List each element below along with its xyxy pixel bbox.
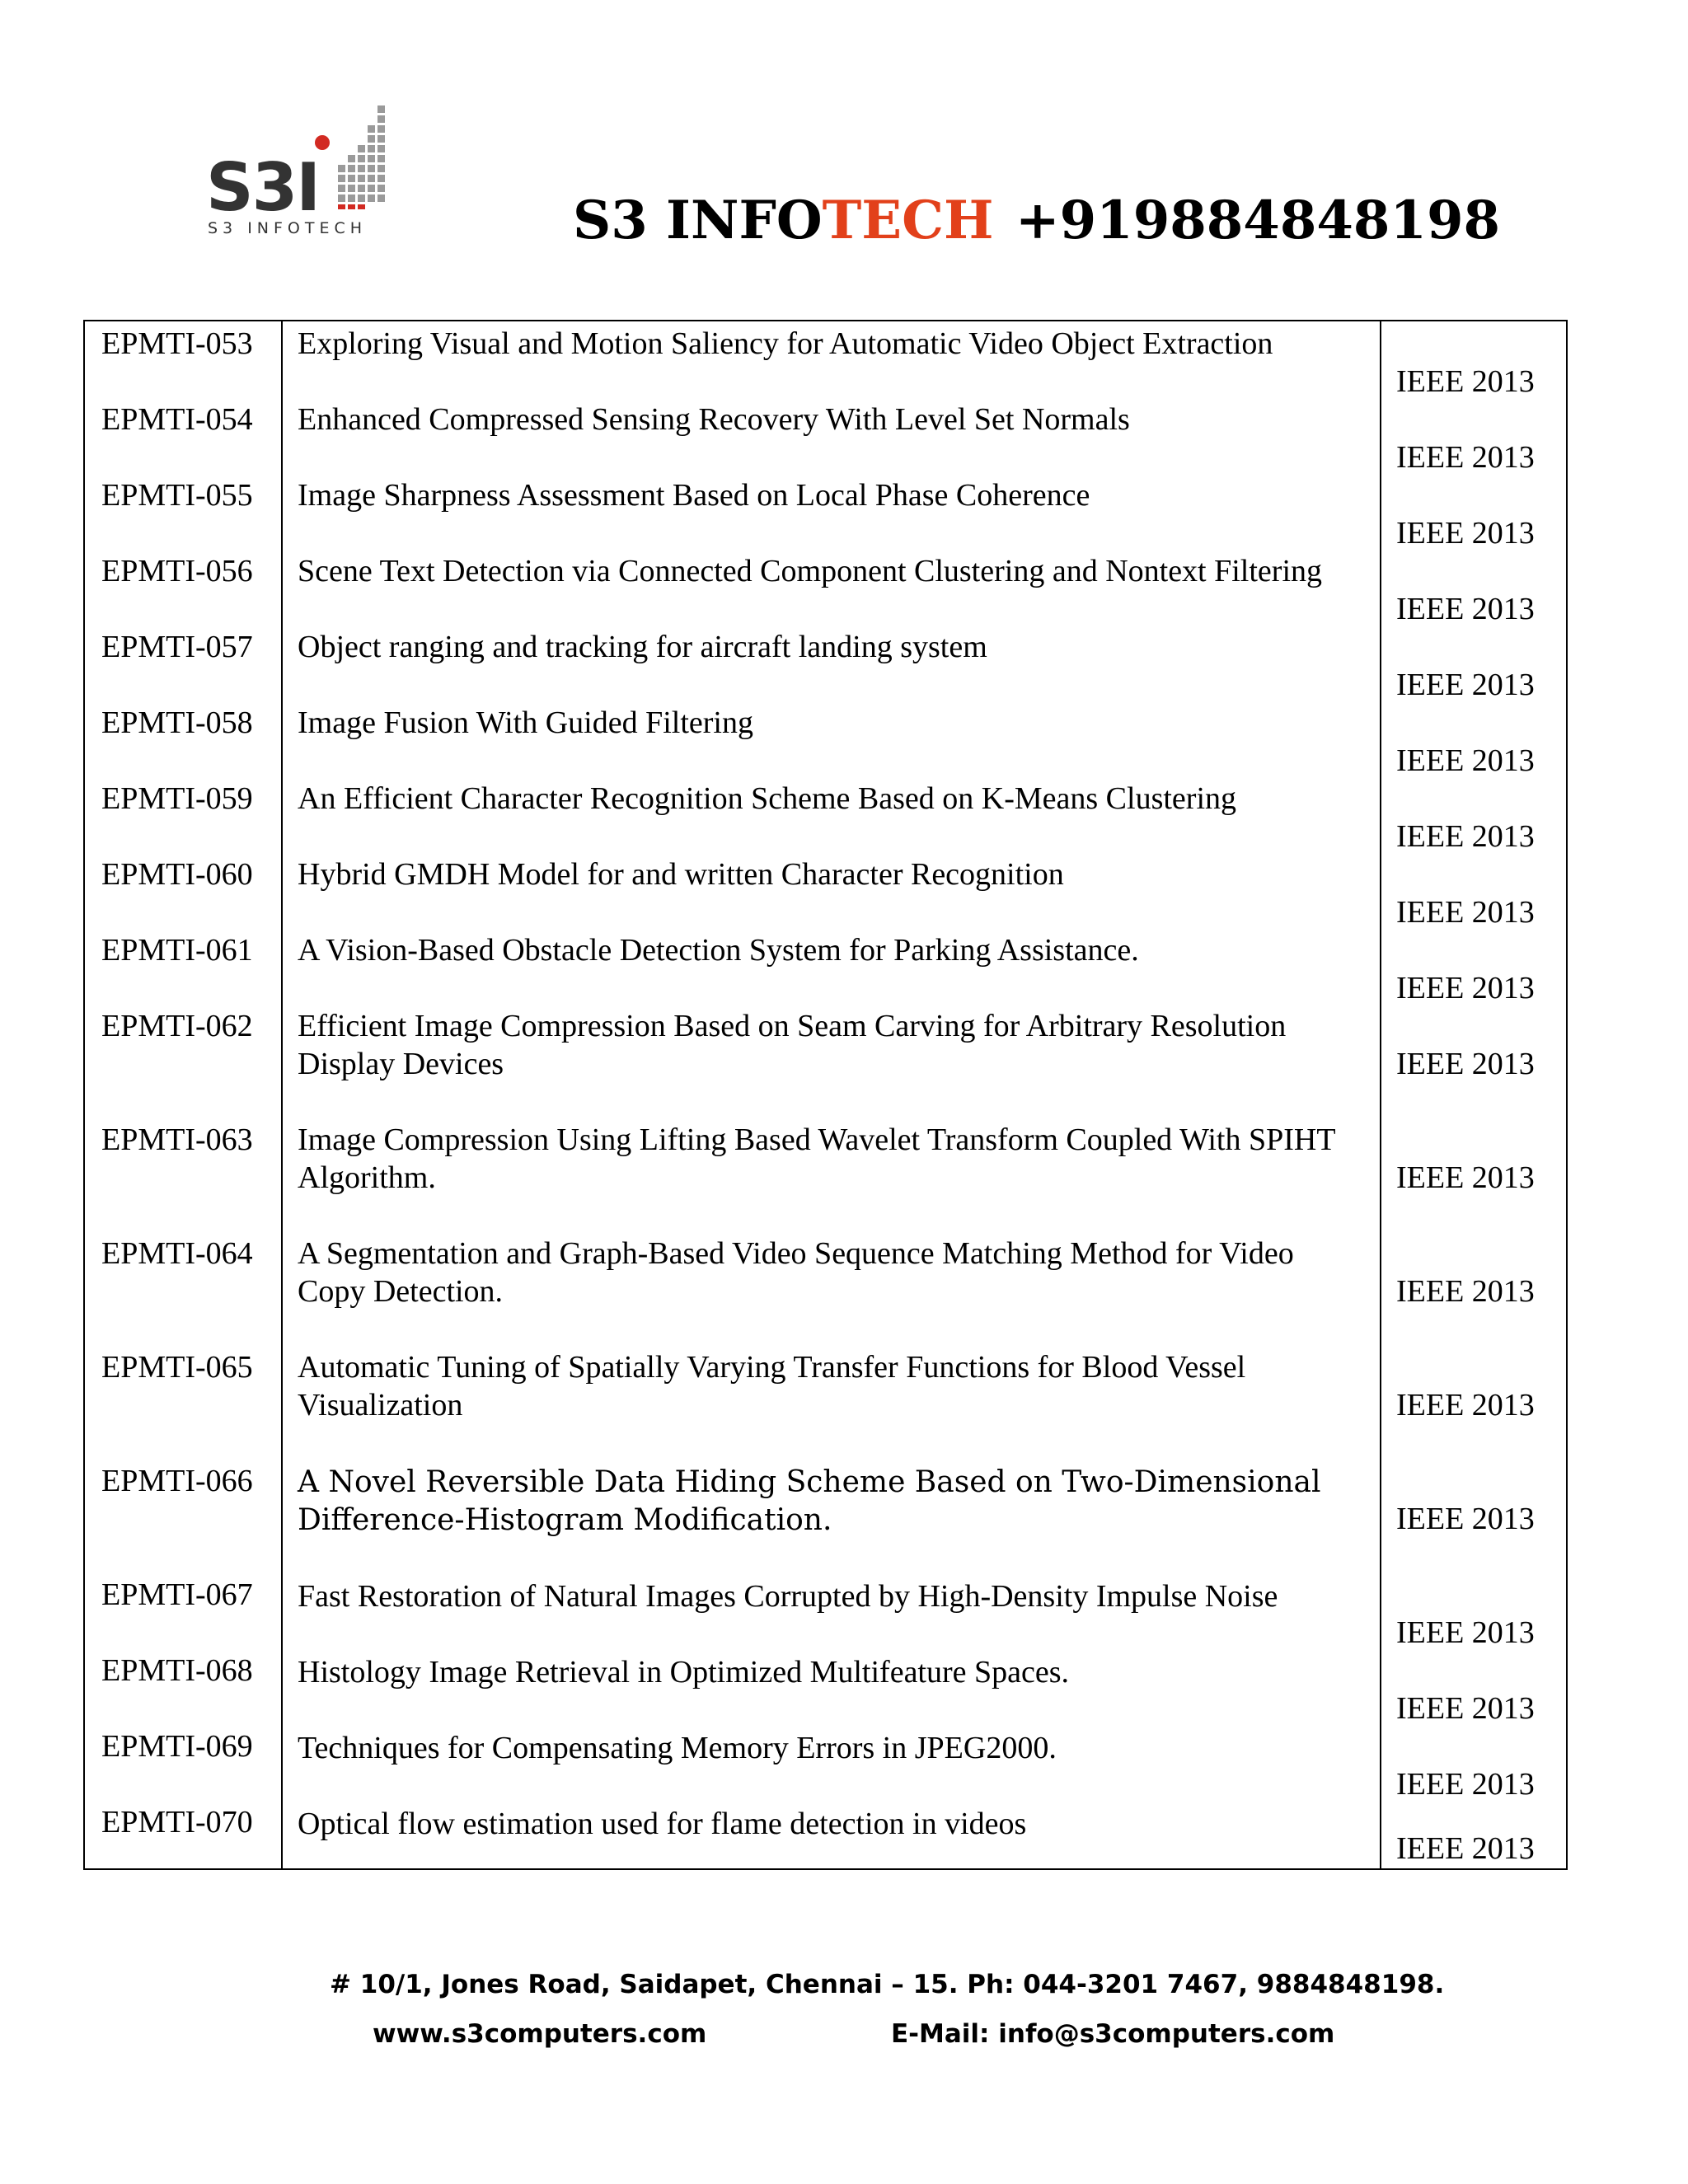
project-title: Object ranging and tracking for aircraft landing system: [298, 630, 987, 664]
company-name: [573, 188, 993, 254]
project-year: IEEE 2013: [1396, 743, 1535, 778]
footer-address: # 10/1, Jones Road, Saidapet, Chennai – 15. Ph: 044-3201 7467, 9884848198.: [330, 1970, 1445, 1999]
company-name-part2: TECH: [822, 190, 994, 251]
project-title: A Vision-Based Obstacle Detection System for Parking Assistance.: [298, 933, 1139, 968]
project-title: Enhanced Compressed Sensing Recovery With Level Set Normals: [298, 402, 1130, 437]
table-divider-year: [1380, 321, 1381, 1868]
project-title: A Novel Reversible Data Hiding Scheme Based on Two-Dimensional Difference-Histogram Modification.: [298, 1465, 1321, 1537]
project-code: EPMTI-070: [101, 1805, 253, 1840]
project-year: IEEE 2013: [1396, 668, 1535, 702]
project-code: EPMTI-068: [101, 1653, 253, 1688]
project-code: EPMTI-067: [101, 1577, 253, 1612]
project-title: Histology Image Retrieval in Optimized Multifeature Spaces.: [298, 1655, 1070, 1690]
project-title: Image Sharpness Assessment Based on Local Phase Coherence: [298, 478, 1090, 513]
project-code: EPMTI-053: [101, 326, 253, 361]
project-title: Exploring Visual and Motion Saliency for Automatic Video Object Extraction: [298, 326, 1273, 361]
project-title: Optical flow estimation used for flame detection in videos: [298, 1807, 1027, 1841]
project-code: EPMTI-066: [101, 1464, 253, 1498]
project-year: IEEE 2013: [1396, 819, 1535, 854]
company-name-part1: S3 INFO: [573, 190, 823, 251]
project-title: Automatic Tuning of Spatially Varying Transfer Functions for Blood Vessel Visualization: [298, 1350, 1246, 1422]
project-year: IEEE 2013: [1396, 1831, 1535, 1866]
project-title: A Segmentation and Graph-Based Video Sequence Matching Method for Video Copy Detection.: [298, 1236, 1294, 1309]
project-year: IEEE 2013: [1396, 1160, 1535, 1195]
project-code: EPMTI-057: [101, 630, 253, 664]
project-code: EPMTI-061: [101, 933, 253, 968]
project-code: EPMTI-069: [101, 1729, 253, 1764]
project-year: IEEE 2013: [1396, 971, 1535, 1005]
project-code: EPMTI-054: [101, 402, 253, 437]
project-code: EPMTI-064: [101, 1236, 253, 1271]
project-code: EPMTI-063: [101, 1122, 253, 1157]
table-divider-code: [281, 321, 283, 1868]
project-year: IEEE 2013: [1396, 440, 1535, 475]
project-code: EPMTI-065: [101, 1350, 253, 1385]
project-title: Efficient Image Compression Based on Seam Carving for Arbitrary Resolution Display Devices: [298, 1009, 1287, 1081]
company-logo: [206, 97, 408, 237]
project-year: IEEE 2013: [1396, 1388, 1535, 1422]
project-year: IEEE 2013: [1396, 1691, 1535, 1726]
project-year: IEEE 2013: [1396, 1767, 1535, 1802]
project-code: EPMTI-056: [101, 554, 253, 588]
project-code: EPMTI-062: [101, 1009, 253, 1043]
project-title: Hybrid GMDH Model for and written Character Recognition: [298, 857, 1064, 892]
project-year: IEEE 2013: [1396, 1274, 1535, 1309]
header-phone: +919884848198: [1015, 190, 1500, 251]
project-year: IEEE 2013: [1396, 1502, 1535, 1536]
project-code: EPMTI-058: [101, 705, 253, 740]
project-year: IEEE 2013: [1396, 1615, 1535, 1650]
project-year: IEEE 2013: [1396, 516, 1535, 551]
project-title: An Efficient Character Recognition Scheme Based on K-Means Clustering: [298, 781, 1236, 816]
project-title: Scene Text Detection via Connected Component Clustering and Nontext Filtering: [298, 554, 1322, 588]
project-code: EPMTI-060: [101, 857, 253, 892]
project-year: IEEE 2013: [1396, 364, 1535, 399]
project-title: Fast Restoration of Natural Images Corrupted by High-Density Impulse Noise: [298, 1579, 1278, 1614]
logo-red-dot: [315, 135, 330, 150]
project-code: EPMTI-055: [101, 478, 253, 513]
logo-mark: S3I: [206, 149, 320, 226]
project-table: [83, 320, 1568, 1870]
project-year: IEEE 2013: [1396, 895, 1535, 930]
project-title: Image Fusion With Guided Filtering: [298, 705, 753, 740]
project-code: EPMTI-059: [101, 781, 253, 816]
project-year: IEEE 2013: [1396, 1047, 1535, 1081]
project-year: IEEE 2013: [1396, 592, 1535, 626]
footer-email-link[interactable]: E-Mail: info@s3computers.com: [891, 2019, 1335, 2049]
logo-subtitle: S3 INFOTECH: [208, 219, 368, 237]
project-title: Image Compression Using Lifting Based Wavelet Transform Coupled With SPIHT Algorithm.: [298, 1122, 1335, 1195]
project-title: Techniques for Compensating Memory Errors in JPEG2000.: [298, 1731, 1057, 1765]
footer-website-link[interactable]: www.s3computers.com: [373, 2019, 707, 2049]
